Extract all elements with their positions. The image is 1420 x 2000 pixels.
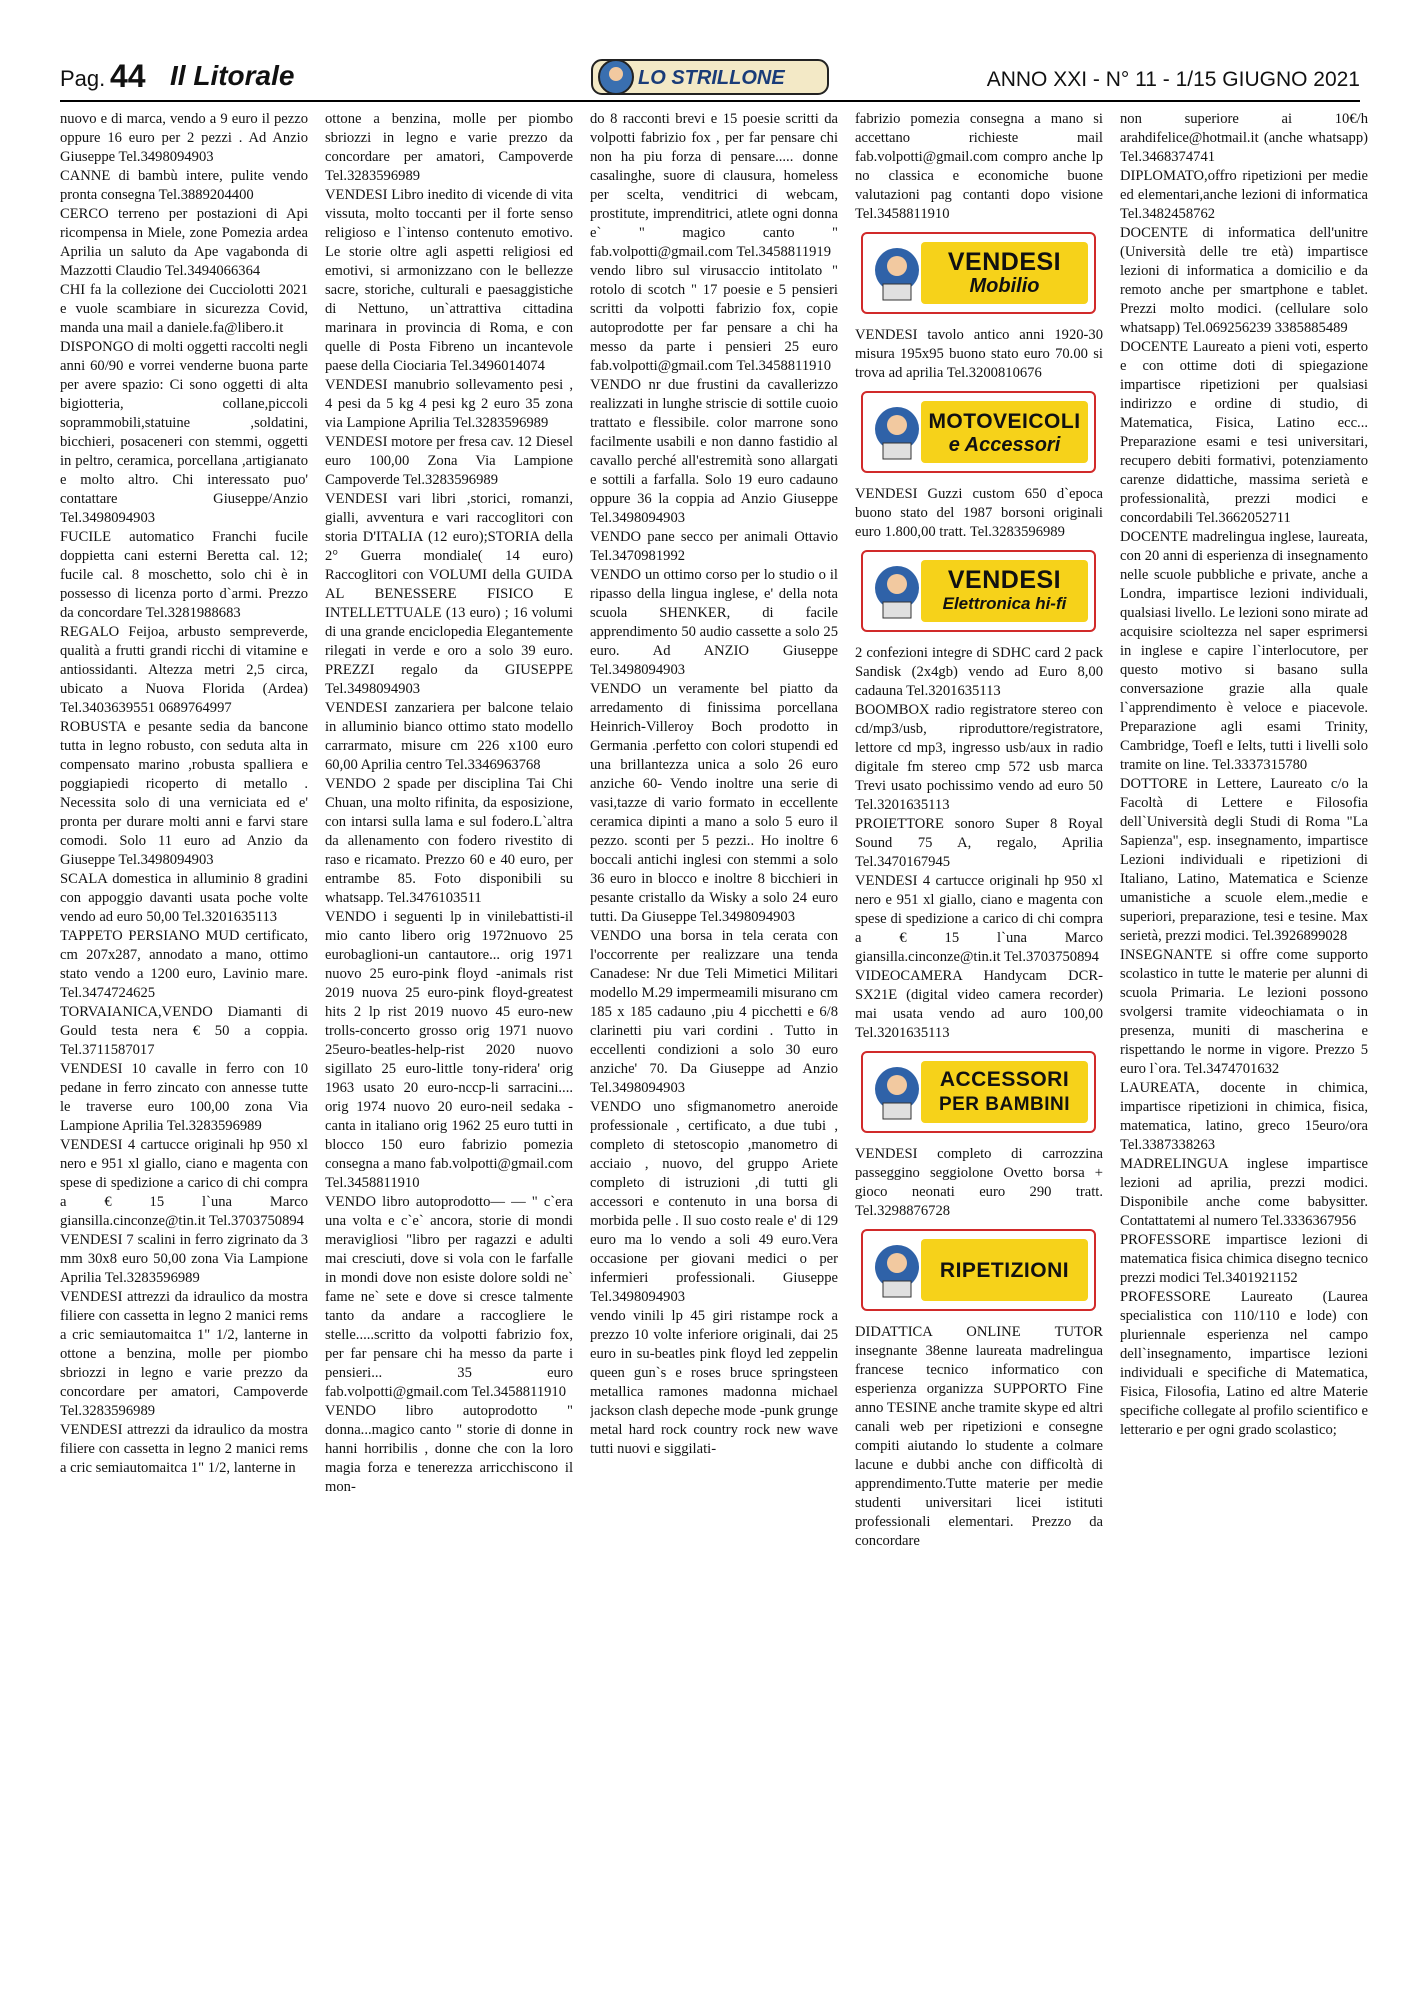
column-1 <box>60 110 308 1990</box>
classified-ad: VENDO 2 spade per disciplina Tai Chi Chuan, una molto rifinita, da esposizione, con intarsi sulla lama e sul fodero.L`altra da allenamento con fodero rivestito di raso e ricamato. Prezzo 60 e 40 euro, per entrambe 85. Foto disponibili su whatsapp. Tel.3476103511 <box>325 776 573 906</box>
classified-ad: fabrizio pomezia consegna a mano si accettano richieste mail fab.volpotti@gmail.com compro anche lp no classica e economiche buone valutazioni pag contanti dopo visione Tel.3458811910 <box>855 111 1103 222</box>
banner-title: MOTOVEICOLI <box>928 409 1081 433</box>
classified-ad: VENDO i seguenti lp in vinilebattisti-il mio canto libero orig 1972nuovo 25 eurobaglioni-un cantautore... orig 1971 nuovo 25 euro-pink floyd -animals rist 2019 nuova 25 euro-pink floyd-greatest hits 2 lp rist 2019 nuovo 45 euro-new trolls-concerto grosso orig 1971 nuovo 25euro-beatles-help-rist 2020 nuovo sigillato 25 euro-little tony-ridera' orig 1963 usato 20 euro-nccp-li sarracini.... orig 1974 nuovo 20 euro-neil sedaka -canta in italiano orig 1962 25 euro tutti in blocco 150 euro fabrizio pomezia consegna a mano fab.volpotti@gmail.com Tel.3458811910 <box>325 909 573 1191</box>
banner-title: ACCESSORI <box>939 1068 1070 1091</box>
newsboy-mascot-icon <box>869 558 925 624</box>
classified-ad: VENDO uno sfigmanometro aneroide professionale , certificato, a due tubi , completo di stetoscopio ,manometro di acciaio , nuovo, del gruppo Ariete completo di istruzioni ,di tutti gli accessori e contenuto in una borsa di morbida pelle . Il suo costo reale e' di 129 euro ma lo vendo a soli 49 euro.Vera occasione per giovani medici o per infermieri professionali. Giuseppe Tel.3498094903 <box>590 1099 838 1305</box>
brand-title: Il Litorale <box>170 60 295 91</box>
classified-ad: PROFESSORE Laureato (Laurea specialistica con 110/110 e lode) con pluriennale esperienza nel campo dell`insegnamento, impartisce lezioni individuali e specifiche di Matematica, Fisica, Filosofia, Latino ed altre Materie specifiche collegate al profilo scientifico e letterario e per ogni grado scolastico; <box>1120 1289 1368 1438</box>
classified-ad: nuovo e di marca, vendo a 9 euro il pezzo oppure 16 euro per 2 pezzi . Ad Anzio Giuseppe Tel.3498094903 <box>60 111 308 165</box>
banner-ripetizioni <box>861 1229 1096 1311</box>
classified-ad: VENDO nr due frustini da cavallerizzo realizzati in lunghe striscie di sottile cuoio trattato e flessibile. color marrone sono facilmente usabili e non danno fastidio al cavallo perché all'estremità sono allargati e sottili a farfalla. Solo 19 euro cadauno oppure 36 la coppia ad Anzio Giuseppe Tel.3498094903 <box>590 377 838 526</box>
classified-ad: LAUREATA, docente in chimica, impartisce ripetizioni in chimica, fisica, matematica, latino, greco 15euro/ora Tel.3387338263 <box>1120 1080 1368 1153</box>
classified-ad: do 8 racconti brevi e 15 poesie scritti da volpotti fabrizio fox , per far pensare chi non ha piu forza di pensare..... donne casalinghe, suore di clausura, homeless per scelta, venditrici di webcam, prostitute, imprenditrici, atlete ogni donna e` " magico canto " fab.volpotti@gmail.com Tel.3458811919 <box>590 111 838 260</box>
classified-ad: DIPLOMATO,offro ripetizioni per medie ed elementari,anche lezioni di informatica Tel.3482458762 <box>1120 168 1368 222</box>
classified-ad: VENDESI attrezzi da idraulico da mostra filiere con cassetta in legno 2 manici rems a cric semiautomaitca 1" 1/2, lanterne in <box>60 1422 308 1476</box>
classified-ad: DISPONGO di molti oggetti raccolti negli anni 60/90 e vorrei venderne buona parte per avere spazio: Ci sono oggetti di alta bigiotteria, collane,piccoli soprammobili,statuine ,soldatini, bicchieri, posaceneri con stemmi, oggetti in peltro, ceramica, porcellana ,artigianato e molto altro. Chi interessato puo' contattare Giuseppe/Anzio Tel.3498094903 <box>60 339 308 526</box>
classified-ad: REGALO Feijoa, arbusto sempreverde, qualità a frutti grandi ricchi di vitamine e antiossidanti. Altezza metri 2,5 circa, ubicato a Nuova Florida (Ardea) Tel.3403639551 0689764997 <box>60 624 308 716</box>
pag-label: Pag. <box>60 66 106 91</box>
header-rule <box>60 100 1360 102</box>
classified-ad: DOTTORE in Lettere, Laureato c/o la Facoltà di Lettere e Filosofia dell`Università degli Studi di Roma "La Sapienza", esp. insegnamento, impartisce Lezioni individuali e ripetizioni di Italiano, Latino, Matematica e Scienze umanistiche a scuole elem.,medie e superiori, preparazione, tesi e tesine. Max serietà, prezzi modici. Tel.3926899028 <box>1120 776 1368 944</box>
banner-elettronica <box>861 550 1096 632</box>
classified-ad: FUCILE automatico Franchi fucile doppietta cani esterni Beretta cal. 12; fucile cal. 8 moschetto, solo chi è in possesso di licenza porto d`armi. Prezzo da concordare Tel.3281988683 <box>60 529 308 621</box>
banner-subtitle: Elettronica hi-fi <box>942 593 1067 613</box>
classified-ad: INSEGNANTE si offre come supporto scolastico in tutte le materie per alunni di scuola Primaria. Le lezioni possono svolgersi tramite videochiamata o in presenza, muniti di mascherina e rispettando le norme in vigore. Prezzo 5 euro l`ora. Tel.3474701632 <box>1120 947 1368 1077</box>
banner-vendesi-mobilio <box>861 232 1096 314</box>
classified-ad: non superiore ai 10€/h arahdifelice@hotmail.it (anche whatsapp) Tel.3468374741 <box>1120 111 1368 165</box>
classified-ad: CERCO terreno per postazioni di Api ricompensa in Miele, zone Pomezia ardea Aprilia un saluto da Ape vagabonda di Mazzotti Claudio Tel.3494066364 <box>60 206 308 279</box>
classified-ad: PROFESSORE impartisce lezioni di matematica fisica chimica disegno tecnico prezzi modici Tel.3401921152 <box>1120 1232 1368 1286</box>
classified-ad: VENDESI Guzzi custom 650 d`epoca buono stato del 1987 borsoni originali euro 1.800,00 tratt. Tel.3283596989 <box>855 486 1103 540</box>
classified-ad: VENDO una borsa in tela cerata con l'occorrente per realizzare una tenda Canadese: Nr due Teli Mimetici Militari modello M.29 impermeamili misurano cm 185 x 185 cadauno ,piu 4 picchetti e 6/8 clarinetti piu vari cordini . Tutto in eccellenti condizioni a solo 30 euro anziche' 70. Da Giuseppe ad Anzio Tel.3498094903 <box>590 928 838 1096</box>
classified-ad: 2 confezioni integre di SDHC card 2 pack Sandisk (2x4gb) vendo ad Euro 8,00 cadauna Tel.3201635113 <box>855 645 1103 699</box>
classified-ad: VENDESI tavolo antico anni 1920-30 misura 195x95 buono stato euro 70.00 si trova ad aprilia Tel.3200810676 <box>855 327 1103 381</box>
classified-ad: VENDESI attrezzi da idraulico da mostra filiere con cassetta in legno 2 manici rems a cric semiautomaitca 1" 1/2, lanterne in ottone a benzina, molle per piombo sbriozzi in legno e varie prezzo da concordare per amatori, Campoverde Tel.3283596989 <box>60 1289 308 1419</box>
classified-ad: vendo vinili lp 45 giri ristampe rock a prezzo 10 volte inferiore originali, dai 25 euro in su-beatles pink floyd led zeppelin queen gun`s e roses bruce springsteen metallica ramones madonna michael jackson clash depeche mode -punk grunge metal hard rock country rock new wave tutti nuovi e siggilati- <box>590 1308 838 1457</box>
banner-title: VENDESI <box>947 247 1062 276</box>
classified-ad: VENDESI 7 scalini in ferro zigrinato da 3 mm 30x8 euro 50,00 zona Via Lampione Aprilia Tel.3283596989 <box>60 1232 308 1286</box>
classified-ad: VIDEOCAMERA Handycam DCR-SX21E (digital video camera recorder) mai usata vendo ad auro 100,00 Tel.3201635113 <box>855 968 1103 1041</box>
newsboy-mascot-icon <box>869 240 925 306</box>
classified-ad: VENDO un ottimo corso per lo studio o il ripasso della lingua inglese, e' della nota scuola SHENKER, di facile apprendimento 50 audio cassette a solo 25 euro. Ad ANZIO Giuseppe Tel.3498094903 <box>590 567 838 678</box>
classified-ad: VENDESI zanzariera per balcone telaio in alluminio bianco ottimo stato modello carrarmato, misure cm 226 x100 euro 60,00 Aprilia centro Tel.3346963768 <box>325 700 573 773</box>
classified-ad: ottone a benzina, molle per piombo sbriozzi in legno e varie prezzo da concordare per amatori, Campoverde Tel.3283596989 <box>325 111 573 184</box>
classified-ad: VENDO pane secco per animali Ottavio Tel.3470981992 <box>590 529 838 564</box>
classified-ad: CANNE di bambù intere, pulite vendo pronta consegna Tel.3889204400 <box>60 168 308 203</box>
classified-ad: TORVAIANICA,VENDO Diamanti di Gould testa nera € 50 a coppia. Tel.3711587017 <box>60 1004 308 1058</box>
classified-ad: DIDATTICA ONLINE TUTOR insegnante 38enne laureata madrelingua francese tecnico informatico con esperienza organizza SUPPORTO Fine anno TESINE anche tramite skype ed altri canali web per ripetizioni e consegne compiti aiutando lo studente a colmare lacune e dubbi anche con difficoltà di apprendimento.Tutte materie per medie studenti universitari licei istituti professionali elementari. Prezzo da concordare <box>855 1324 1103 1549</box>
banner-subtitle: e Accessori <box>948 433 1061 456</box>
classified-ad: VENDO un veramente bel piatto da arredamento di finissima porcellana Heinrich-Villeroy Boch prodotto in Germania .perfetto con colori stupendi ed una brillantezza unica a solo 26 euro anziche 60- Vendo inoltre una serie di vasi,tazze di vario formato in eccellente ceramica dipinti a mano a solo 5 euro il pezzo. sconti per 5 pezzi.. Ho inoltre 6 boccali antichi inglesi con stemmi a solo 36 euro in blocco e inoltre 8 bicchieri in pesante cristallo da Wisky a solo 24 euro tutti. Da Giuseppe Tel.3498094903 <box>590 681 838 925</box>
page-header <box>60 58 1360 98</box>
classified-ad: vendo libro sul virusaccio intitolato " rotolo di scotch " 17 poesie e 5 pensieri scritti da volpotti fabrizio fox, copie autoprodotte per far pensare a chi ha messo da parte i pensieri 25 euro fab.volpotti@gmail.com Tel.3458811910 <box>590 263 838 374</box>
classified-ad: DOCENTE madrelingua inglese, laureata, con 20 anni di esperienza di insegnamento nelle scuole pubbliche e private, anche a Londra, impartisce lezioni individuali, qualsiasi livello. Le lezioni sono mirate ad acquisire scioltezza nel saper esprimersi in inglese e capire l`interlocutore, per questo motivo si basano sulla conversazione grazie alla quale l`apprendimento è veloce e piacevole. Preparazione agli esami Trinity, Cambridge, Toefl e Ielts, tutti i livelli solo tramite on line. Tel.3337315780 <box>1120 529 1368 773</box>
classified-ad: SCALA domestica in alluminio 8 gradini con appoggio davanti usata poche volte vendo ad euro 50,00 Tel.3201635113 <box>60 871 308 925</box>
classified-ad: VENDESI completo di carrozzina passeggino seggiolone Ovetto borsa + gioco neonati euro 290 tratt. Tel.3298876728 <box>855 1146 1103 1219</box>
classified-ad: VENDESI 4 cartucce originali hp 950 xl nero e 951 xl giallo, ciano e magenta con spese di spedizione a carico di chi compra a € 15 l`una Marco giansilla.cinconze@tin.it Tel.3703750894 <box>855 873 1103 965</box>
classified-ad: MADRELINGUA inglese impartisce lezioni ad aprilia, prezzi modici. Disponibile anche come babysitter. Contattatemi al numero Tel.3336367956 <box>1120 1156 1368 1229</box>
banner-subtitle: PER BAMBINI <box>938 1094 1071 1115</box>
newsboy-mascot-icon <box>869 1237 925 1303</box>
lo-strillone-logo <box>590 54 830 100</box>
classified-ad: CHI fa la collezione dei Cucciolotti 2021 e vuole scambiare in sicurezza Covid, manda una mail a daniele.fa@libero.it <box>60 282 308 336</box>
classified-ad: TAPPETO PERSIANO MUD certificato, cm 207x287, annodato a mano, ottimo stato vendo a 1200 euro, Lavinio mare. Tel.3474724625 <box>60 928 308 1001</box>
classified-ad: VENDO libro autoprodotto— — " c`era una volta e c`e` ancora, storie di mondi meravigliosi "libro per ragazzi e adulti mai cresciuti, dove si vola con le farfalle in mondi dove non esiste dolore soldi ne` fame ne` sete e dove si cresce talmente tanto da andare a raccogliere le stelle.....scritto da volpotti fabrizio fox, per far pensare chi ha messo da parte i pensieri... 35 euro fab.volpotti@gmail.com Tel.3458811910 <box>325 1194 573 1400</box>
newsboy-mascot-icon <box>869 1059 925 1125</box>
banner-title: VENDESI <box>947 565 1062 594</box>
classified-ad: ROBUSTA e pesante sedia da bancone tutta in legno robusto, con seduta alta in compensato marino ,robusta spalliera e poggiapiedi ricoperto di metallo . Necessita solo di una verniciata ed e' pronta per durare molti anni e farvi stare comodi. Solo 11 euro ad Anzio da Giuseppe Tel.3498094903 <box>60 719 308 868</box>
classified-ad: VENDO libro autoprodotto " donna...magico canto " storie di donne in hanni horribilis , donne che con la loro magia forza e tenerezza arricchiscono il mon- <box>325 1403 573 1495</box>
classified-ad: DOCENTE Laureato a pieni voti, esperto e con ottime doti di spiegazione impartisce ripetizioni per qualsiasi indirizzo e ordine di studio, di Matematica, Fisica, Latino ecc... Preparazione esami e tesi universitari, recupero debiti formativi, potenziamento carenze didattiche, massima serietà e professionalità, prezzi modici e concordabili Tel.3662052711 <box>1120 339 1368 526</box>
classified-ad: DOCENTE di informatica dell'unitre (Università delle tre età) impartisce lezioni di informatica a domicilio e da remoto anche per smartphone e tablet. Prezzi molto modici. (cellulare solo whatsapp) Tel.069256239 3385885489 <box>1120 225 1368 336</box>
banner-subtitle: Mobilio <box>969 274 1040 297</box>
column-4 <box>855 110 1103 1990</box>
classified-ad: VENDESI 4 cartucce originali hp 950 xl nero e 951 xl giallo, ciano e magenta con spese di spedizione a carico di chi compra a € 15 l`una Marco giansilla.cinconze@tin.it Tel.3703750894 <box>60 1137 308 1229</box>
classified-ad: BOOMBOX radio registratore stereo con cd/mp3/usb, riproduttore/registratore, lettore cd mp3, ingresso usb/aux in radio digitale fm stereo cmp 572 usb marca Trevi usato pochissimo vendo ad euro 50 Tel.3201635113 <box>855 702 1103 813</box>
classified-ad: PROIETTORE sonoro Super 8 Royal Sound 75 A, regalo, Aprilia Tel.3470167945 <box>855 816 1103 870</box>
classified-ad: VENDESI 10 cavalle in ferro con 10 pedane in ferro zincato con annesse tutte le traverse euro 100,00 zona Via Lampione Aprilia Tel.3283596989 <box>60 1061 308 1134</box>
classified-ad: VENDESI vari libri ,storici, romanzi, gialli, avventura e vari raccoglitori con storia D'ITALIA (12 euro);STORIA della 2° Guerra mondiale( 14 euro) Raccoglitori con VOLUMI della GUIDA AL BENESSERE FISICO E INTELLETTUALE (13 euro) ; 16 volumi di una grande enciclopedia Elegantemente rilegati in verde e oro a solo 39 euro. PREZZI regalo da GIUSEPPE Tel.3498094903 <box>325 491 573 697</box>
banner-title: RIPETIZIONI <box>939 1258 1070 1282</box>
column-3 <box>590 110 838 1990</box>
issue-info: ANNO XXI - N° 11 - 1/15 GIUGNO 2021 <box>986 68 1360 91</box>
column-5 <box>1120 110 1368 1990</box>
classified-ad: VENDESI manubrio sollevamento pesi , 4 pesi da 5 kg 4 pesi kg 2 euro 35 zona via Lampione Aprilia Tel.3283596989 <box>325 377 573 431</box>
page-number: 44 <box>110 58 146 94</box>
classified-ad: VENDESI motore per fresa cav. 12 Diesel euro 100,00 Zona Via Lampione Campoverde Tel.3283596989 <box>325 434 573 488</box>
newsboy-mascot-icon <box>869 399 925 465</box>
logo-text: LO STRILLONE <box>638 67 785 89</box>
classified-ad: VENDESI Libro inedito di vicende di vita vissuta, molto toccanti per il forte senso religioso e l`intenso contenuto emotivo. Le storie oltre agli aspetti religiosi ed emotivi, si armonizzano con le bellezze sacre, storiche, culturali e paesaggistiche di Nettuno, un`attrattiva cittadina marinara in provincia di Roma, e con quelle di Posta Fibreno un incantevole paese della Ciociaria Tel.3496014074 <box>325 187 573 374</box>
banner-motoveicoli <box>861 391 1096 473</box>
column-2 <box>325 110 573 1990</box>
banner-accessori-bambini <box>861 1051 1096 1133</box>
